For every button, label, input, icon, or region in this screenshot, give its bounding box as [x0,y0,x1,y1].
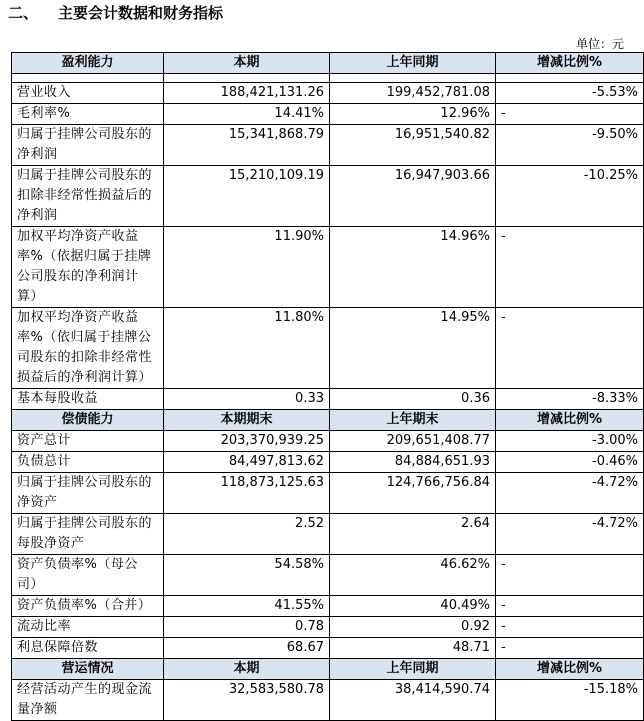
previous-value: 2.64 [330,514,496,555]
current-value: 14.41% [164,104,330,125]
current-value: 0.33 [164,389,330,410]
table-row [12,308,644,389]
row-label: 负债总计 [12,452,164,473]
header-cell: 营运情况 [12,659,164,680]
header-cell: 上年同期 [330,659,496,680]
table-row [12,680,644,721]
previous-value: 124,766,756.84 [330,473,496,514]
header-cell: 增减比例% [496,659,644,680]
table-row [12,83,644,104]
header-cell: 偿债能力 [12,410,164,431]
previous-value: 0.36 [330,389,496,410]
solvency-header-row [12,410,644,431]
change-value: -8.33% [496,389,644,410]
current-value: 54.58% [164,555,330,596]
row-label: 经营活动产生的现金流量净额 [12,680,164,721]
row-label: 流动比率 [12,617,164,638]
section-heading [8,2,223,23]
previous-value: 14.96% [330,227,496,308]
previous-value: 38,414,590.74 [330,680,496,721]
table-row [12,104,644,125]
row-label: 归属于挂牌公司股东的净利润 [12,125,164,166]
change-value: - [496,104,644,125]
current-value: 68.67 [164,638,330,659]
change-value: -5.53% [496,83,644,104]
current-value: 0.78 [164,617,330,638]
section-number: 二、 [8,4,39,22]
table-row [12,473,644,514]
row-label: 归属于挂牌公司股东的扣除非经常性损益后的净利润 [12,166,164,227]
header-cell: 盈利能力 [12,53,164,74]
change-value: - [496,308,644,389]
table-row [12,125,644,166]
previous-value: 84,884,651.93 [330,452,496,473]
header-cell: 增减比例% [496,410,644,431]
change-value: - [496,617,644,638]
table-row [12,555,644,596]
change-value: -10.25% [496,166,644,227]
current-value: 41.55% [164,596,330,617]
table-row [12,452,644,473]
change-value: -4.72% [496,473,644,514]
financial-indicators-table [11,52,644,721]
row-label: 资产总计 [12,431,164,452]
header-cell: 本期 [164,659,330,680]
previous-value: 16,951,540.82 [330,125,496,166]
change-value: - [496,596,644,617]
change-value: -9.50% [496,125,644,166]
header-cell: 本期期末 [164,410,330,431]
change-value: - [496,227,644,308]
current-value: 203,370,939.25 [164,431,330,452]
row-label: 营业收入 [12,83,164,104]
row-label: 基本每股收益 [12,389,164,410]
current-value: 15,210,109.19 [164,166,330,227]
previous-value: 209,651,408.77 [330,431,496,452]
previous-value: 40.49% [330,596,496,617]
current-value: 11.90% [164,227,330,308]
current-value: 32,583,580.78 [164,680,330,721]
row-label: 加权平均净资产收益率%（依归属于挂牌公司股东的扣除非经常性损益后的净利润计算） [12,308,164,389]
header-cell: 上年期末 [330,410,496,431]
spacer-row [12,74,644,83]
row-label: 毛利率% [12,104,164,125]
section-title: 主要会计数据和财务指标 [58,4,224,22]
change-value: - [496,638,644,659]
table-row [12,638,644,659]
table-row [12,227,644,308]
current-value: 11.80% [164,308,330,389]
change-value: -0.46% [496,452,644,473]
previous-value: 199,452,781.08 [330,83,496,104]
change-value: - [496,555,644,596]
previous-value: 16,947,903.66 [330,166,496,227]
table-row [12,514,644,555]
previous-value: 12.96% [330,104,496,125]
change-value: -15.18% [496,680,644,721]
current-value: 15,341,868.79 [164,125,330,166]
header-cell: 本期 [164,53,330,74]
current-value: 84,497,813.62 [164,452,330,473]
current-value: 118,873,125.63 [164,473,330,514]
operations-header-row [12,659,644,680]
table-row [12,617,644,638]
previous-value: 0.92 [330,617,496,638]
row-label: 利息保障倍数 [12,638,164,659]
change-value: -3.00% [496,431,644,452]
table-row [12,389,644,410]
previous-value: 46.62% [330,555,496,596]
previous-value: 48.71 [330,638,496,659]
table-row [12,596,644,617]
previous-value: 14.95% [330,308,496,389]
change-value: -4.72% [496,514,644,555]
profitability-header-row [12,53,644,74]
table-row [12,431,644,452]
row-label: 归属于挂牌公司股东的每股净资产 [12,514,164,555]
table-row [12,166,644,227]
row-label: 归属于挂牌公司股东的净资产 [12,473,164,514]
currency-unit: 单位：元 [576,37,625,51]
header-cell: 增减比例% [496,53,644,74]
row-label: 资产负债率%（合并） [12,596,164,617]
header-cell: 上年同期 [330,53,496,74]
current-value: 2.52 [164,514,330,555]
row-label: 加权平均净资产收益率%（依据归属于挂牌公司股东的净利润计算） [12,227,164,308]
row-label: 资产负债率%（母公司） [12,555,164,596]
current-value: 188,421,131.26 [164,83,330,104]
